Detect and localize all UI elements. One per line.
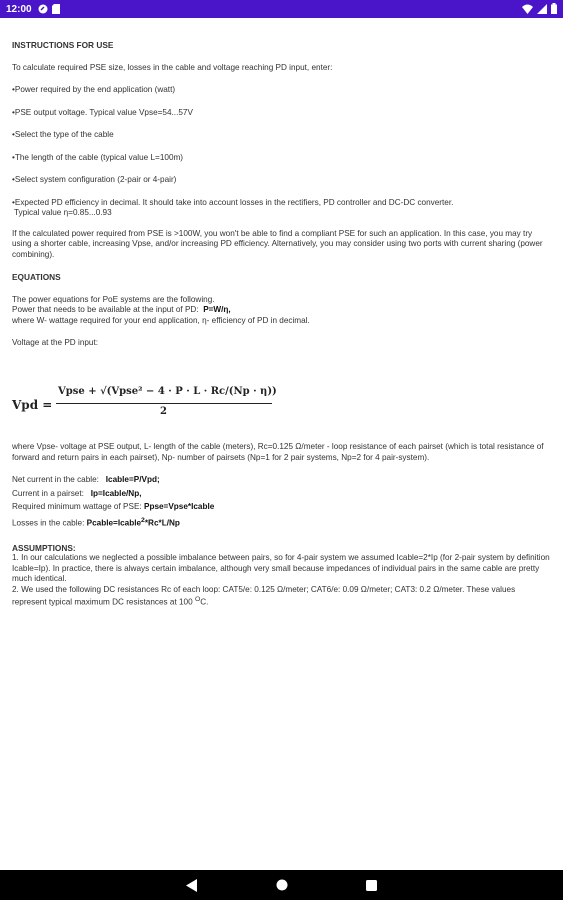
fraction-bar <box>56 403 272 404</box>
equations-heading: EQUATIONS <box>12 272 61 282</box>
bullet-efficiency: •Expected PD efficiency in decimal. It should take into account losses in the rectifiers, PD controller and DC-DC converter. <box>12 197 454 207</box>
assumption-1: 1. In our calculations we neglected a possible imbalance between pairs, so for 4-pair system we assumed Icable=2*Ip (for 2-pair system by definition Icable=Ip). In practice, there is always certain imbalance, although very small because impedances of individual pairs in the same cable are pretty much identical. <box>12 553 550 584</box>
min-wattage-formula: Ppse=Vpse*Icable <box>143 502 215 511</box>
voltage-label: Voltage at the PD input: <box>12 338 99 347</box>
assumptions-heading: ASSUMPTIONS: <box>12 542 76 553</box>
formula-numerator: Vpse + √(Vpse² − 4 · P · L · Rc/(Np · η)) <box>58 386 277 397</box>
eq-intro-2 <box>12 305 552 316</box>
eq-intro-2-text: Power that needs to be available at the input of PD: <box>12 305 199 314</box>
losses-formula-b: *Rc*L/Np <box>144 518 180 528</box>
eq-intro-1: The power equations for PoE systems are the following. <box>12 294 215 304</box>
navigation-bar <box>0 870 563 900</box>
eq-intro-3: where W- wattage required for your end application, η- efficiency of PD in decimal. <box>12 315 310 325</box>
bullet-power: •Power required by the end application (watt) <box>12 85 176 94</box>
losses <box>12 516 552 529</box>
sd-card-icon <box>52 4 60 14</box>
home-circle-icon[interactable] <box>276 879 288 891</box>
back-triangle-icon[interactable] <box>186 879 198 892</box>
definitions-content <box>12 442 552 608</box>
intro-text: To calculate required PSE size, losses in the cable and voltage reaching PD input, enter: <box>12 62 333 72</box>
net-current-label: Net current in the cable: <box>12 475 99 484</box>
signal-icon <box>537 4 547 14</box>
assumption-2-text: 2. We used the following DC resistances Rc of each loop: CAT5/e: 0.125 Ω/meter; CAT6/e: 0.09 Ω/meter; CAT3: 0.2 Ω/meter. These values represent typical maximum DC resistances at 100 <box>12 584 516 607</box>
min-wattage-label: Required minimum wattage of PSE: <box>12 502 142 511</box>
status-right-icons <box>522 3 557 14</box>
instructions-content <box>12 40 552 349</box>
status-left-icons <box>38 4 60 14</box>
formula-lhs: Vpd = <box>12 398 53 412</box>
status-time: 12:00 <box>6 3 32 15</box>
instructions-heading: INSTRUCTIONS FOR USE <box>12 40 114 50</box>
losses-formula-sup: 2 <box>141 516 145 524</box>
formula-denominator: 2 <box>160 406 167 417</box>
recents-square-icon[interactable] <box>366 880 377 891</box>
wifi-icon <box>522 4 533 14</box>
bullet-configuration: •Select system configuration (2-pair or 4-pair) <box>12 175 177 184</box>
losses-label: Losses in the cable: <box>12 518 85 528</box>
min-wattage <box>12 502 552 513</box>
battery-icon <box>551 3 557 14</box>
warning-text: If the calculated power required from PSE is >100W, you won't be able to find a compliant PSE for such an application. In this case, you may try using a shorter cable, increasing Vpse, and/or increasing PD efficiency. Alternatively, you may consider using two ports with current sharing (power combining). <box>12 228 543 259</box>
where-text: where Vpse- voltage at PSE output, L- length of the cable (meters), Rc=0.125 Ω/meter - loop resistance of each pairset (which is total resistance of forward and return pairs in each pairset), Np- number of pairsets (Np=1 for 2 pair systems, Np=2 for 4 pair-system). <box>12 442 544 462</box>
bullet-pse-voltage: •PSE output voltage. Typical value Vpse=54...57V <box>12 107 193 117</box>
pairset-current <box>12 489 552 500</box>
pairset-current-formula: Ip=Icable/Np, <box>90 488 142 498</box>
voltage-formula <box>12 384 312 428</box>
losses-formula-a: Pcable=Icable <box>86 518 142 528</box>
bullet-cable-type: •Select the type of the cable <box>12 130 114 139</box>
net-current-formula: Icable=P/Vpd; <box>105 475 160 484</box>
assumption-2-sup: O <box>194 596 201 604</box>
net-current <box>12 475 552 486</box>
pairset-current-label: Current in a pairset: <box>12 488 84 498</box>
settings-circle-icon <box>38 4 48 14</box>
bullet-efficiency-typical: Typical value η=0.85...0.93 <box>14 208 112 217</box>
assumption-2-tail: C. <box>200 597 209 607</box>
assumption-2 <box>12 585 552 609</box>
eq-intro-2-formula: P=W/η, <box>203 305 231 314</box>
bullet-cable-length: •The length of the cable (typical value L=100m) <box>12 152 184 162</box>
status-bar <box>0 0 563 18</box>
